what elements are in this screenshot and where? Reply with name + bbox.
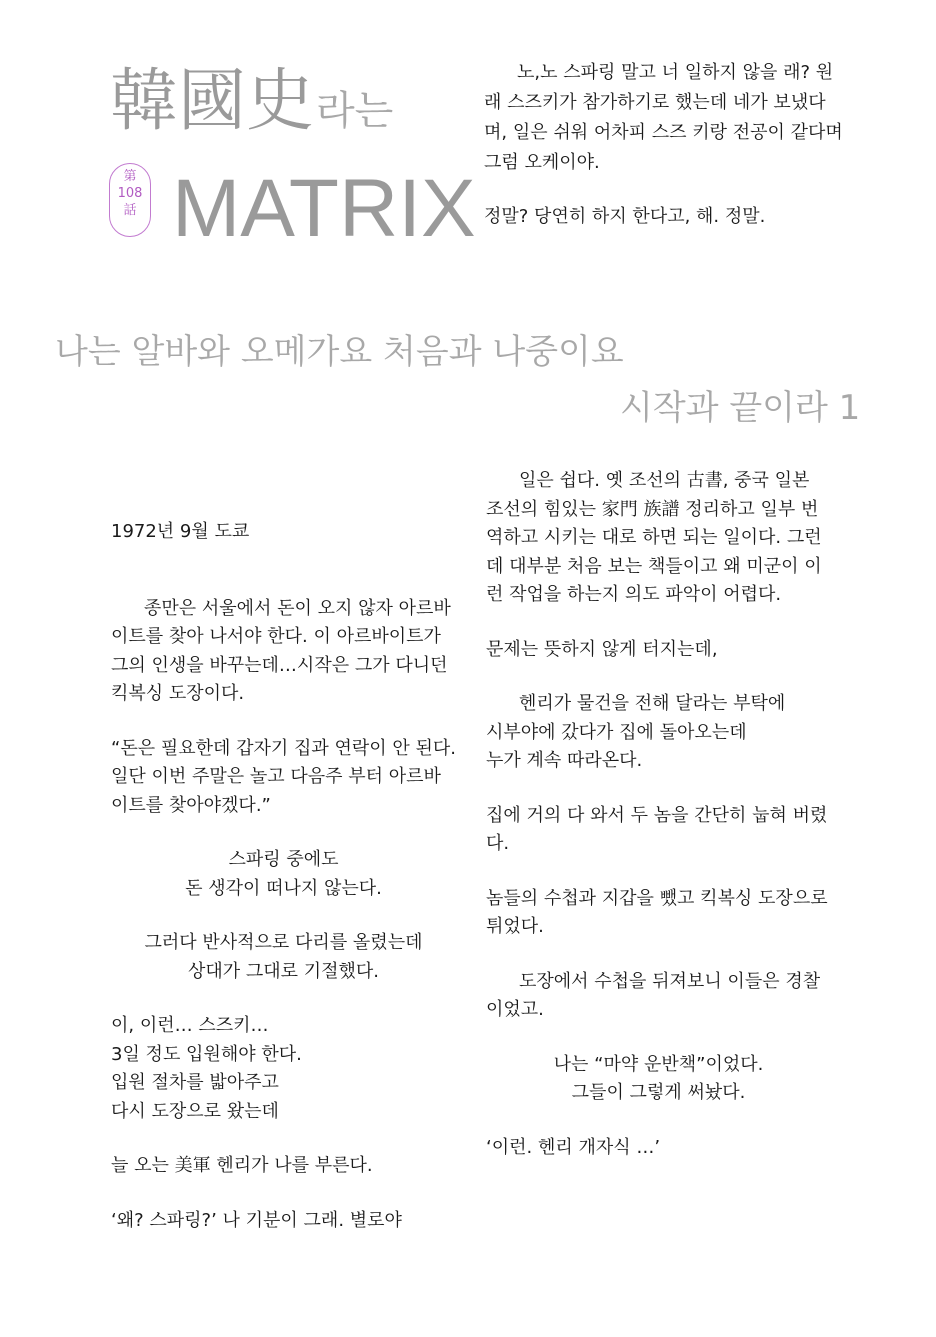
badge-line-3: 話 bbox=[123, 203, 137, 218]
intro-paragraph-1: 노,노 스파링 말고 너 일하지 않을 래? 원래 스즈키가 참가하기로 했는데 네가 보냈다며, 일은 쉬워 어차피 스즈 키랑 전공이 같다며 그럼 오케이야. bbox=[484, 62, 843, 173]
left-line-2: 3일 정도 입원해야 한다. bbox=[111, 1043, 302, 1065]
matrix-title: MATRIX bbox=[172, 163, 476, 254]
sparring-line-2: 돈 생각이 떠나지 않는다. bbox=[185, 877, 382, 899]
left-column bbox=[111, 518, 456, 1235]
courier-line-2: 그들이 그렇게 써놨다. bbox=[571, 1082, 746, 1103]
right-last-line: ‘이런. 헨리 개자식 …’ bbox=[486, 1136, 661, 1158]
right-paragraph-3b: 시부야에 갔다가 집에 돌아오는데 bbox=[486, 721, 747, 743]
sparring-line-1: 스파링 중에도 bbox=[228, 849, 339, 870]
title-suffix: 라는 bbox=[316, 88, 394, 134]
left-line-4: 다시 도장으로 왔는데 bbox=[111, 1100, 279, 1122]
badge-line-1: 第 bbox=[123, 169, 137, 184]
episode-badge bbox=[109, 163, 151, 237]
knockout-line-2: 상대가 그대로 기절했다. bbox=[187, 960, 380, 982]
right-paragraph-5: 놈들의 수첩과 지갑을 뺐고 킥복싱 도장으로 튀었다. bbox=[486, 887, 828, 937]
badge-line-2: 108 bbox=[117, 186, 143, 201]
intro-paragraph-2: 정말? 당연히 하지 한다고, 해. 정말. bbox=[484, 206, 766, 227]
left-line-1: 이, 이런… 스즈키… bbox=[111, 1015, 269, 1036]
subtitle-line-2: 시작과 끝이라 1 bbox=[620, 388, 861, 428]
right-column bbox=[486, 467, 831, 1162]
knockout-line-1: 그러다 반사적으로 다리를 올렸는데 bbox=[144, 932, 423, 953]
left-paragraph-2: “돈은 필요한데 갑자기 집과 연락이 안 된다. 일단 이번 주말은 놀고 다음주 부터 아르바이트를 찾아야겠다.” bbox=[111, 737, 456, 816]
subtitle-line-1: 나는 알바와 오메가요 처음과 나중이요 bbox=[55, 332, 624, 372]
right-paragraph-2: 문제는 뜻하지 않게 터지는데, bbox=[486, 638, 718, 660]
left-line-5: 늘 오는 美軍 헨리가 나를 부른다. bbox=[111, 1155, 373, 1176]
series-title bbox=[110, 62, 394, 141]
left-line-3: 입원 절차를 밟아주고 bbox=[111, 1072, 279, 1093]
date-line: 1972년 9월 도쿄 bbox=[111, 521, 250, 542]
right-paragraph-6: 도장에서 수첩을 뒤져보니 이들은 경찰이었고. bbox=[486, 970, 821, 1020]
right-paragraph-4: 집에 거의 다 와서 두 놈을 간단히 눕혀 버렸다. bbox=[486, 804, 828, 854]
right-paragraph-3a: 헨리가 물건을 전해 달라는 부탁에 bbox=[519, 693, 786, 714]
left-line-6: ‘왜? 스파링?’ 나 기분이 그래. 별로야 bbox=[111, 1209, 402, 1231]
intro-text bbox=[484, 58, 844, 256]
title-hanja: 韓國史 bbox=[110, 62, 315, 141]
right-paragraph-1: 일은 쉽다. 옛 조선의 古書, 중국 일본 조선의 힘있는 家門 族譜 정리하고 일부 번역하고 시키는 대로 하면 되는 일이다. 그런데 대부분 처음 보는 책들이고 왜 미군이 이런 작업을 하는지 의도 파악이 어렵다. bbox=[486, 470, 822, 605]
left-paragraph-1: 종만은 서울에서 돈이 오지 않자 아르바이트를 찾아 나서야 한다. 이 아르바이트가 그의 인생을 바꾸는데…시작은 그가 다니던 킥복싱 도장이다. bbox=[111, 597, 451, 704]
right-paragraph-3c: 누가 계속 따라온다. bbox=[486, 750, 643, 771]
courier-line-1: 나는 “마약 운반책”이었다. bbox=[553, 1053, 764, 1075]
